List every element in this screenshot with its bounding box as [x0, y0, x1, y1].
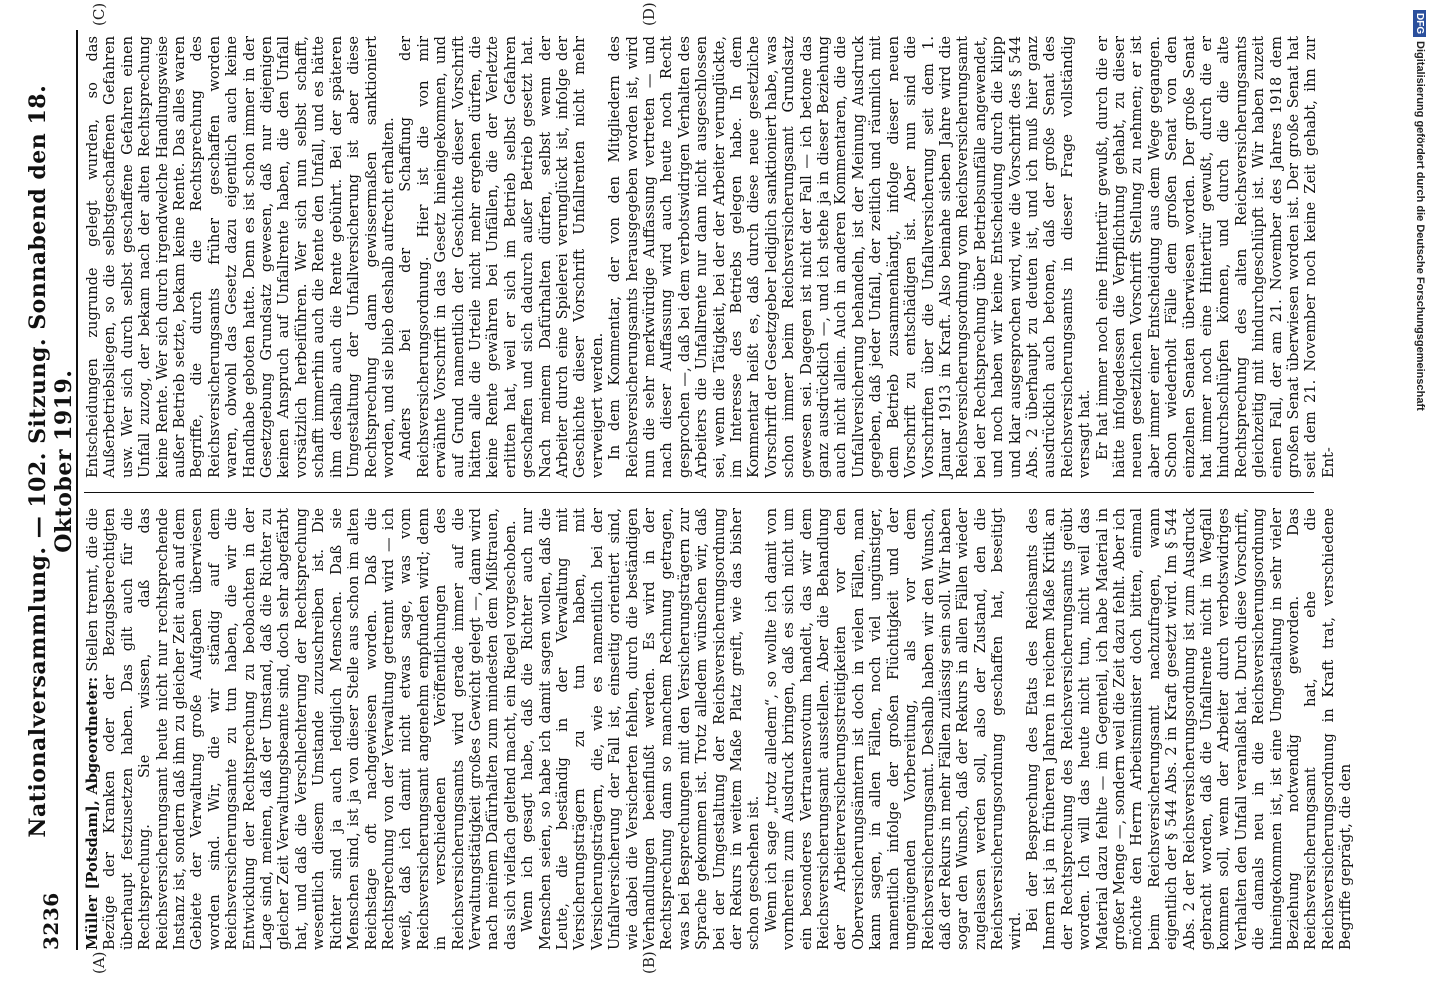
paragraph: Er hat immer noch eine Hintertür gewußt, durch die er hätte infolgedessen die Verpflichtung gehabt, zu dieser neuen gesetzlichen Vorschrift Stellung zu nehmen; er ist aber immer einer Entscheidung aus dem Wege gegangen. Schon wiederholt Fälle dem großen Senat von den einzelnen Senaten überwiesen worden. Der große Senat hat immer noch eine Hintertür gewußt, durch die er hindurchschlüpfen können, und durch die die alte Rechtsprechung des alten Reichsversicherungsamts gleichzeitig mit hindurchgeschlüpft ist. Wir haben zuzeit einen Fall, der am 21. November des Jahres 1918 dem großen Senat überwiesen worden ist. Der große Senat hat seit dem 21. November noch keine Zeit gehabt, ihn zur Ent-	[1093, 36, 1337, 478]
text-column-right	[84, 36, 1337, 478]
running-head	[25, 30, 77, 950]
paragraph: Bei der Besprechung des Etats des Reichsamts des Innern ist ja in früheren Jahren in reichem Maße Kritik an der Rechtsprechung des Reichsversicherungsamts geübt worden. Ich will das heute nicht tun, nicht weil das Material dazu fehlte — im Gegenteil, ich habe Material in großer Menge —, sondern weil die Zeit dazu fehlt. Aber ich möchte den Herrn Arbeitsminister doch bitten, einmal beim Reichsversicherungsamt nachzufragen, wann eigentlich der § 544 Abs. 2 in Kraft gesetzt wird. Im § 544 Abs. 2 der Reichsversicherungsordnung ist zum Ausdruck gebracht worden, daß die Unfallrente nicht in Wegfall kommen soll, wenn der Arbeiter durch verbotswidriges Verhalten den Unfall veranlaßt hat. Durch diese Vorschrift, die damals neu in die Reichsversicherungsordnung hineingekommen ist, ist eine Umgestaltung in sehr vieler Beziehung notwendig geworden. Das Reichsversicherungsamt hat, ehe die Reichsversicherungsordnung in Kraft trat, verschiedene Begriffe geprägt, die den	[1023, 508, 1355, 950]
column-divider	[84, 492, 1314, 493]
rotated-scanned-page	[25, 2, 1355, 974]
margin-marker-a: (A)	[90, 951, 108, 974]
dfg-logo: DFG	[1413, 10, 1426, 37]
page-number: 3236	[39, 892, 63, 950]
paragraph	[84, 508, 519, 950]
paragraph: In dem Kommentar, der von den Mitgliedern des Reichsversicherungsamts herausgegeben worden ist, wird nun die sehr merkwürdige Auffassung vertreten — und nach dieser Auffassung wird auch heute noch Recht gesprochen —, daß bei dem verbotswidrigen Verhalten des Arbeiters die Unfallrente nur dann nicht ausgeschlossen sei, wenn die Tätigkeit, bei der der Arbeiter verunglückte, im Interesse des Betriebs gelegen habe. In dem Kommentar heißt es, daß durch diese neue gesetzliche Vorschrift der Gesetzgeber lediglich sanktioniert habe, was schon immer beim Reichsversicherungsamt Grundsatz gewesen sei. Dagegen ist nicht der Fall — ich betone das ganz ausdrücklich —, und ich stehe ja in dieser Beziehung auch nicht allein. Auch in anderen Kommentaren, die die Unfallversicherung behandeln, ist der Meinung Ausdruck gegeben, daß jeder Unfall, der zeitlich und räumlich mit dem Betrieb zusammenhängt, infolge dieser neuen Vorschrift zu entschädigen ist. Aber nun sind die Vorschriften über die Unfallversicherung seit dem 1. Januar 1913 in Kraft. Also beinahe sieben Jahre wird die Reichsversicherungsordnung vom Reichsversicherungsamt bei der Rechtsprechung über Betriebsunfälle angewendet, und noch haben wir keine Entscheidung durch die klipp und klar ausgesprochen wird, wie die Vorschrift des § 544 Abs. 2 überhaupt zu deuten ist, und ich muß hier ganz ausdrücklich auch betonen, daß der große Senat des Reichsversicherungsamts in dieser Frage vollständig versagt hat.	[606, 36, 1094, 478]
paragraph-text: Stellen trennt, die die Bezüge der Kranken oder der Bezugsberechtigten überhaupt festzusetzen haben. Das gilt auch für die Rechtsprechung. Sie wissen, daß das Reichsversicherungsamt heute nicht nur rechtsprechende Instanz ist, sondern daß ihm zu gleicher Zeit auch auf dem Gebiete der Verwaltung große Aufgaben überwiesen worden sind. Wir, die wir ständig auf dem Reichsversicherungsamte zu tun haben, die wir die Entwicklung der Rechtsprechung zu beobachten in der Lage sind, meinen, daß der Umstand, daß die Richter zu gleicher Zeit Verwaltungsbeamte sind, doch sehr abgefärbt hat, und daß die Verschlechterung der Rechtsprechung wesentlich diesem Umstande zuzuschreiben ist. Die Richter sind ja auch lediglich Menschen. Daß sie Menschen sind, ist ja von dieser Stelle aus schon im alten Reichstage oft nachgewiesen worden. Daß die Rechtsprechung von der Verwaltung getrennt wird — ich weiß, daß ich damit nicht etwas sage, was vom Reichsversicherungsamt angenehm empfunden wird; denn in verschiedenen Veröffentlichungen des Reichsversicherungsamts wird gerade immer auf die Verwaltungstätigkeit großes Gewicht gelegt —, dann wird nach meinem Dafürhalten zum mindesten dem Mißtrauen, das sich vielfach geltend macht, ein Riegel vorgeschoben.	[84, 508, 519, 950]
margin-marker-b: (B)	[640, 951, 658, 974]
margin-marker-d: (D)	[640, 2, 658, 26]
text-column-left	[84, 508, 1355, 950]
digitization-credit	[1413, 10, 1426, 600]
paragraph: Anders bei der Schaffung der Reichsversicherungsordnung. Hier ist die von mir erwähnte Vorschrift in das Gesetz hineingekommen, und auf Grund namentlich der Geschichte dieser Vorschrift hätten alle die Urteile nicht mehr ergehen dürfen, die keine Rente gewähren bei Unfällen, die der Verletzte erlitten hat, weil er sich im Betrieb selbst Gefahren geschaffen und sich dadurch außer Betrieb gesetzt hat. Nach meinem Dafürhalten dürfen, selbst wenn der Arbeiter durch eine Spielerei verunglückt ist, infolge der Geschichte dieser Vorschrift Unfallrenten nicht mehr verweigert werden.	[397, 36, 606, 478]
paragraph: Wenn ich gesagt habe, daß die Richter auch nur Menschen seien, so habe ich damit sagen wollen, daß die Leute, die beständig in der Verwaltung mit Versicherungsträgern zu tun haben, mit Versicherungsträgern, die, wie es namentlich bei der Unfallversicherung der Fall ist, einseitig orientiert sind, wie dabei die Versicherten fehlen, durch die beständigen Verhandlungen beeinflußt werden. Es wird in der Rechtsprechung dann so manchem Rechnung getragen, was bei Besprechungen mit den Versicherungsträgern zur Sprache gekommen ist. Trotz alledem wünschen wir, daß bei der Umgestaltung der Reichsversicherungsordnung der Rekurs in weitem Maße Platz greift, wie das bisher schon geschehen ist.	[519, 508, 763, 950]
credit-text: Digitalisierung gefördert durch die Deutsche Forschungsgemeinschaft	[1414, 41, 1426, 411]
paragraph: Entscheidungen zugrunde gelegt wurden, so das Außerbetriebsliegen, so die selbstgeschaffenen Gefahren usw. Wer sich durch selbst geschaffene Gefahren einen Unfall zuzog, der bekam nach der alten Rechtsprechung keine Rente. Wer sich durch irgendwelche Handlungsweise außer Betrieb setzte, bekam keine Rente. Das alles waren Begriffe, die durch die Rechtsprechung des Reichsversicherungsamts früher geschaffen worden waren, obwohl das Gesetz dazu eigentlich auch keine Handhabe geboten hatte. Denn es ist schon immer in der Gesetzgebung Grundsatz gewesen, daß nur diejenigen keinen Anspruch auf Unfallrente haben, die den Unfall vorsätzlich herbeiführen. Wer sich nun selbst schafft, schafft immerhin auch die Rente den Unfall, und es hätte ihm deshalb auch die Rente gebührt. Bei der späteren Umgestaltung der Unfallversicherung ist aber diese Rechtsprechung dann gewissermaßen sanktioniert worden, und sie blieb deshalb aufrecht erhalten.	[84, 36, 397, 478]
margin-marker-c: (C)	[90, 2, 108, 26]
header-rule	[76, 30, 78, 950]
paragraph: Wenn ich sage „trotz alledem“, so wollte ich damit von vornherein zum Ausdruck bringen, daß es sich nicht um ein besonderes Vertrauensvotum handelt, das wir dem Reichsversicherungsamt ausstellen. Aber die Behandlung der Arbeiterversicherungsstreitigkeiten vor den Oberversicherungsämtern ist doch in vielen Fällen, man kann sagen, in allen Fällen, noch viel ungünstiger, namentlich infolge der großen Flüchtigkeit und der ungenügenden Vorbereitung, als vor dem Reichsversicherungsamt. Deshalb haben wir den Wunsch, daß der Rekurs in mehr Fällen zulässig sein soll. Wir haben sogar den Wunsch, daß der Rekurs in allen Fällen wieder zugelassen werden soll, also der Zustand, den die Reichsversicherungsordnung geschaffen hat, beseitigt wird.	[762, 508, 1024, 950]
speaker-name: Müller [Potsdam], Abgeordneter:	[84, 676, 101, 950]
running-title: Nationalversammlung. — 102. Sitzung. Sonnabend den 18. Oktober 1919.	[25, 84, 77, 838]
